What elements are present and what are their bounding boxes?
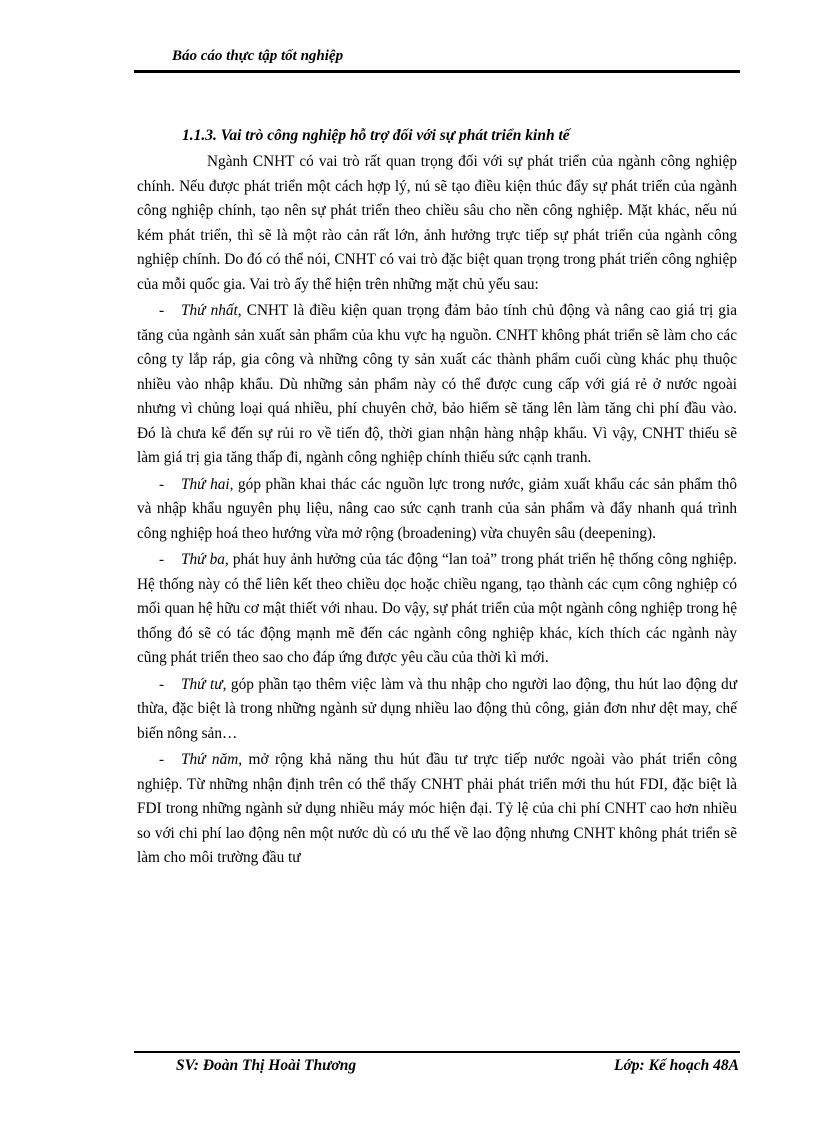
list-item-4 [137,673,737,747]
item-text: góp phần tạo thêm việc làm và thu nhập cho người lao động, thu hút lao động dư thừa, đặc biệt là trong những ngành sử dụng nhiều lao động thủ công, giản đơn như dệt may, chế biến nông sản… [137,675,737,742]
item-lead: Thứ nhất, [181,302,242,319]
list-item-5 [137,748,737,871]
footer-divider [134,1051,740,1053]
item-text: phát huy ảnh hưởng của tác động “lan toả” trong phát triển hệ thống công nghiệp. Hệ thống này có thể liên kết theo chiều dọc hoặc chiều ngang, tạo thành các cụm công nghiệp có mối quan hệ hữu cơ mật thiết với nhau. Do vậy, sự phát triển của một ngành công nghiệp trong hệ thống đó sẽ có tác động mạnh mẽ đến các ngành công nghiệp khác, kích thích các ngành này cũng phát triển theo sao cho đáp ứng được yêu cầu của thời kì mới. [137,551,737,666]
running-header-title: Báo cáo thực tập tốt nghiệp [172,48,344,64]
list-item-2 [137,473,737,547]
item-lead: Thứ ba, [181,551,229,568]
item-lead: Thứ hai, [181,475,234,493]
footer-class-name: Lớp: Kế hoạch 48A [614,1057,739,1074]
intro-paragraph: Ngành CNHT có vai trò rất quan trọng đối với sự phát triển của ngành công nghiệp chính. Nếu được phát triển một cách hợp lý, nú sẽ tạo điều kiện thúc đẩy sự phát triển của ngành công nghiệp chính, tạo nên sự phát triển theo chiều sâu cho nền công nghiệp. Mặt khác, nếu nú kém phát triển, thì sẽ là một rào cản rất lớn, ảnh hưởng trực tiếp sự phát triển của ngành công nghiệp chính. Do đó có thể nói, CNHT có vai trò đặc biệt quan trọng trong phát triển công nghiệp của mỗi quốc gia. Vai trò ấy thể hiện trên những mặt chủ yếu sau: [137,153,737,293]
footer-student-name: SV: Đoàn Thị Hoài Thương [176,1057,357,1074]
item-text: CNHT là điều kiện quan trọng đảm bảo tính chủ động và nâng cao giá trị gia tăng của ngành sản xuất sản phẩm của khu vực hạ nguồn. CNHT không phát triển sẽ làm cho các công ty lắp ráp, gia công và những công ty sản xuất các thành phẩm cuối cùng khác phụ thuộc nhiều vào nhập khẩu. Dù những sản phẩm này có thể được cung cấp với giá rẻ ở nước ngoài nhưng vì chủng loại quá nhiều, phí chuyên chở, bảo hiểm sẽ tăng lên làm tăng chi phí đầu vào. Đó là chưa kể đến sự rủi ro về tiến độ, thời gian nhận hàng nhập khẩu. Vì vậy, CNHT thiếu sẽ làm giá trị gia tăng thấp đi, ngành công nghiệp chính thiếu sức cạnh tranh. [137,302,737,466]
item-lead: Thứ tư, [181,675,227,693]
header-divider [134,70,740,73]
list-item-1 [137,299,737,471]
item-lead: Thứ năm, [181,751,243,768]
bullet-dash: - [159,475,165,493]
bullet-dash: - [159,551,165,568]
bullet-dash: - [159,675,165,693]
bullet-dash: - [159,302,165,319]
bullet-dash: - [159,751,165,768]
body-text [137,150,737,871]
section-heading: 1.1.3. Vai trò công nghiệp hỗ trợ đối với sự phát triển kinh tế [182,127,570,144]
item-text: góp phần khai thác các nguồn lực trong nước, giảm xuất khẩu các sản phẩm thô và nhập khẩu nguyên phụ liệu, nâng cao sức cạnh tranh của sản phẩm và đẩy nhanh quá trình công nghiệp hoá theo hướng vừa mở rộng (broadening) vừa chuyên sâu (deepening). [137,475,737,542]
list-item-3 [137,548,737,671]
item-text: mở rộng khả năng thu hút đầu tư trực tiếp nước ngoài vào phát triển công nghiệp. Từ những nhận định trên có thể thấy CNHT phải phát triển mới thu hút FDI, đặc biệt là FDI trong những ngành sử dụng nhiều máy móc hiện đại. Tỷ lệ của chi phí CNHT cao hơn nhiều so với chi phí lao động nên một nước dù có ưu thế về lao động nhưng CNHT không phát triển sẽ làm cho môi trường đầu tư [137,751,737,866]
